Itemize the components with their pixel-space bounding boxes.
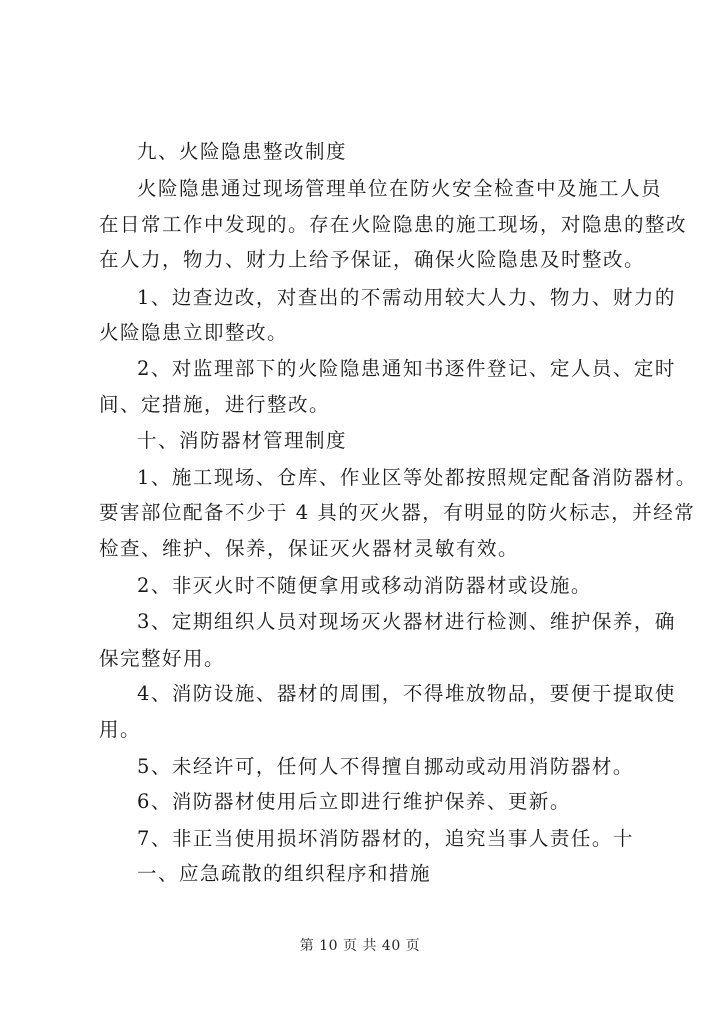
paragraph-line: 7、非正当使用损坏消防器材的，追究当事人责任。十: [137, 826, 634, 850]
paragraph-line: 2、对监理部下的火险隐患通知书逐件登记、定人员、定时: [137, 357, 676, 381]
paragraph-line: 2、非灭火时不随便拿用或移动消防器材或设施。: [137, 573, 592, 597]
paragraph-line: 火险隐患立即整改。: [99, 320, 289, 344]
paragraph-line: 用。: [99, 718, 142, 742]
paragraph-line: 6、消防器材使用后立即进行维护保养、更新。: [137, 790, 571, 814]
page-number-footer: 第 10 页 共 40 页: [299, 938, 421, 954]
paragraph-line: 1、边查边改，对查出的不需动用较大人力、物力、财力的: [137, 285, 676, 309]
paragraph-line: 1、施工现场、仓库、作业区等处都按照规定配备消防器材。: [137, 465, 697, 489]
paragraph-line: 火险隐患通过现场管理单位在防火安全检查中及施工人员: [137, 177, 663, 201]
paragraph-line: 在人力，物力、财力上给予保证，确保火险隐患及时整改。: [99, 248, 646, 272]
paragraph-line: 3、定期组织人员对现场灭火器材进行检测、维护保养，确: [137, 610, 676, 634]
paragraph-line: 4、消防设施、器材的周围，不得堆放物品，要便于提取使: [137, 681, 676, 705]
section-heading-11: 一、应急疏散的组织程序和措施: [137, 862, 432, 885]
paragraph-line: 间、定措施，进行整改。: [99, 392, 331, 416]
paragraph-line: 要害部位配备不少于 4 具的灭火器，有明显的防火标志，并经常: [99, 501, 696, 524]
section-heading-9: 九、火险隐患整改制度: [137, 140, 348, 163]
paragraph-line: 检查、维护、保养，保证灭火器材灵敏有效。: [99, 537, 520, 561]
paragraph-line: 5、未经许可，任何人不得擅自挪动或动用消防器材。: [137, 754, 634, 778]
paragraph-line: 保完整好用。: [99, 646, 226, 670]
paragraph-line: 在日常工作中发现的。存在火险隐患的施工现场，对隐患的整改: [99, 212, 688, 236]
section-heading-10: 十、消防器材管理制度: [137, 429, 348, 453]
